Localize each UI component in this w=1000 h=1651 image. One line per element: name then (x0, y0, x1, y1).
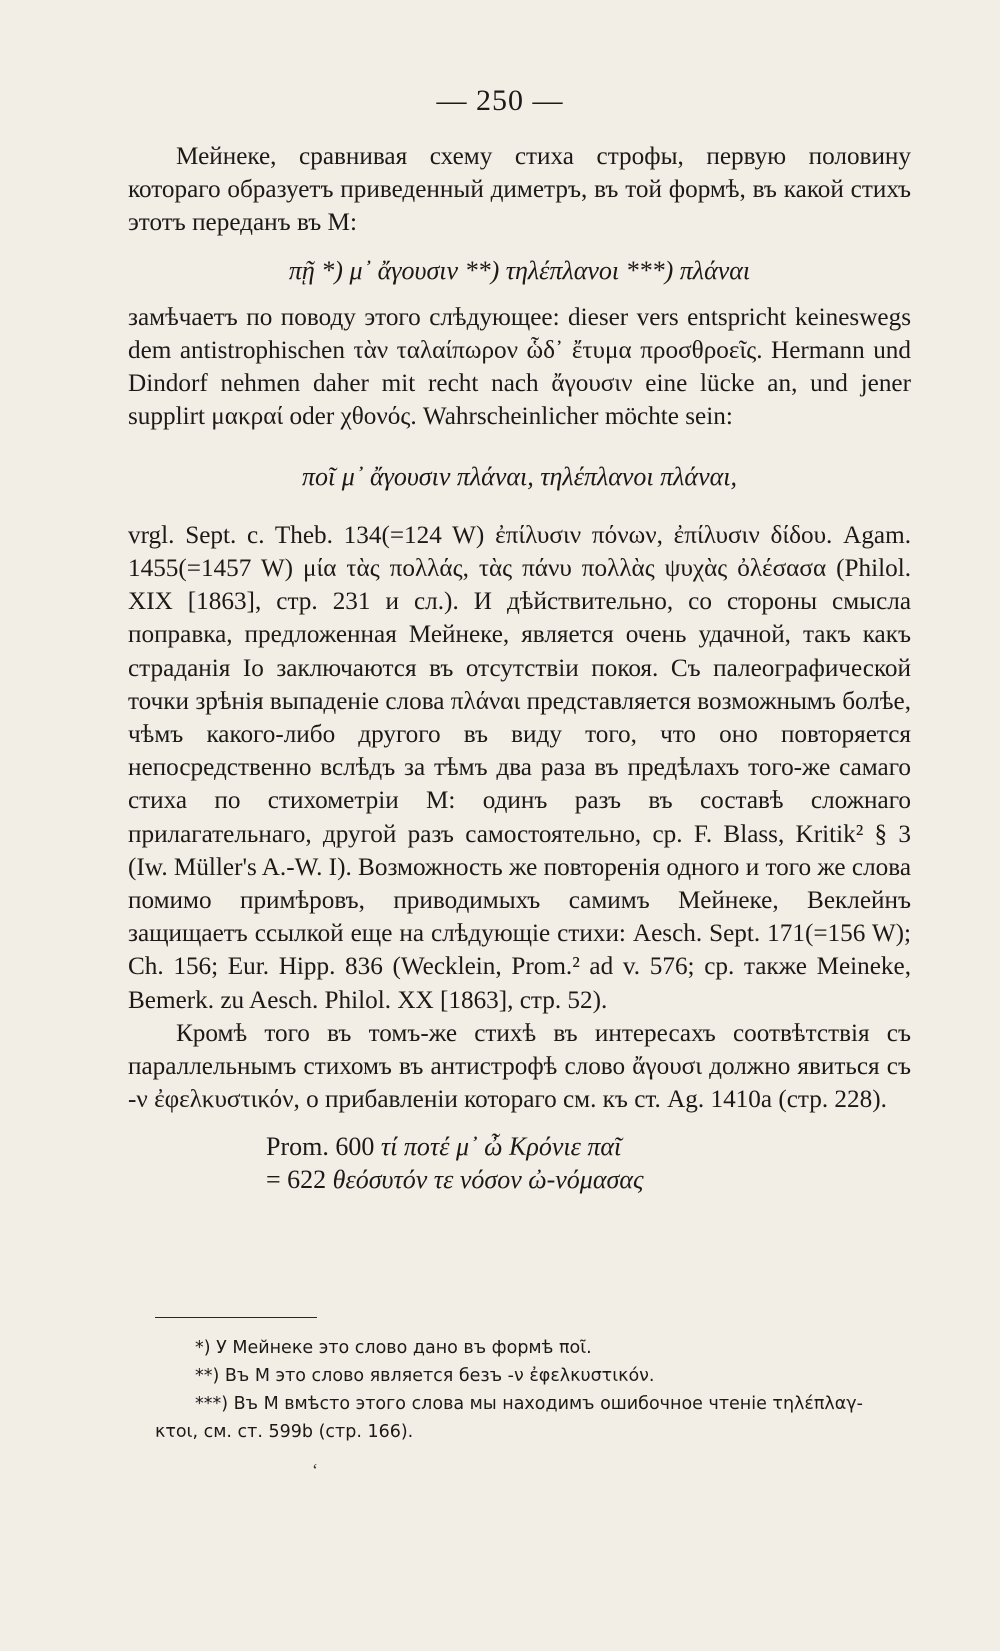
prom-ref-600: Prom. 600 (266, 1132, 375, 1162)
footnote-3: ***) Въ М вмѣсто этого слова мы находимъ ошибочное чтеніе τηλέπλαγ- (195, 1394, 863, 1414)
paragraph-additional: Кромѣ того въ томъ-же стихѣ въ интересахъ соотвѣтствія съ параллельнымъ стихомъ въ антистрофѣ слово ἄγουσι должно явиться съ -ν ἐφελκυστικόν, о прибавленіи котораго см. къ ст. Ag. 1410a (стр. 228). (128, 1019, 911, 1114)
prom-line-622 (266, 1163, 911, 1196)
paragraph-references: vrgl. Sept. c. Theb. 134(=124 W) ἐπίλυσιν πόνων, ἐπίλυσιν δίδου. Agam. 1455(=1457 W) μία τὰς πολλάς, τὰς πάνυ πολλὰς ψυχὰς ὀλέσασα (Philol. XIX [1863], стр. 231 и сл.). И дѣйствительно, со стороны смысла поправка, предложенная Мейнеке, является очень удачной, такъ какъ страданія Іо заключаются въ отсутствіи покоя. Съ палеографической точки зрѣнія выпаденіе слова πλάναι представляется возможнымъ болѣе, чѣмъ какого-либо другого въ виду того, что оно повторяется непосредственно вслѣдъ за тѣмъ два раза въ предѣлахъ того-же самаго стиха по стихометріи М: одинъ разъ въ составѣ сложнаго прилагательнаго, другой разъ самостоятельно, ср. F. Blass, Kritik² § 3 (Iw. Müller's A.-W. I). Возможность же повторенія одного и того же слова помимо примѣровъ, приводимыхъ самимъ Мейнеке, Веклейнъ защищаетъ ссылкой еще на слѣдующіе стихи: Aesch. Sept. 171(=156 W); Ch. 156; Eur. Hipp. 836 (Wecklein, Prom.² ad v. 576; cp. также Meineke, Bemerk. zu Aesch. Philol. XX [1863], стр. 52). (128, 521, 911, 1014)
prom-greek-600: τί ποτέ μ᾽ ὦ Κρόνιε παῖ (380, 1132, 622, 1162)
footnote-2: **) Въ М это слово является безъ -ν ἐφελκυστικόν. (195, 1366, 655, 1386)
prom-ref-622: = 622 (266, 1165, 327, 1195)
paragraph-meineke: Мейнеке, сравнивая схему стиха строфы, первую половину котораго образуетъ приведенный диметръ, въ той формѣ, въ какой стихъ этотъ переданъ въ М: (128, 143, 911, 237)
prom-line-600 (266, 1130, 911, 1163)
footnote-1: *) У Мейнеке это слово дано въ формѣ ποῖ. (195, 1338, 592, 1358)
verse-manuscript: πῇ *) μ᾽ ἄγουσιν **) τηλέπλανοι ***) πλάναι (288, 255, 751, 285)
paragraph-remark: замѣчаетъ по поводу этого слѣдующее: dieser vers entspricht keineswegs dem antistrophischen τὰν ταλαίπωρον ὧδ᾽ ἔτυμα προσθροεῖς. Hermann und Dindorf nehmen daher mit recht nach ἄγουσιν eine lücke an, und jener supplirt μακραί oder χθονός. Wahrscheinlicher möchte sein: (128, 303, 911, 431)
prom-verses (128, 1130, 911, 1196)
print-speck: ʻ (312, 1460, 318, 1480)
footnote-divider (155, 1317, 317, 1318)
footnotes (155, 1334, 905, 1446)
footnote-3-continuation: κτοι, см. ст. 599b (стр. 166). (155, 1422, 414, 1442)
main-text (128, 140, 911, 1196)
prom-greek-622: θεόσυτόν τε νόσον ὠ-νόμασας (332, 1165, 644, 1195)
page-number: — 250 — (436, 84, 564, 117)
verse-proposed: ποῖ μ᾽ ἄγουσιν πλάναι, τηλέπλανοι πλάναι, (302, 461, 737, 491)
